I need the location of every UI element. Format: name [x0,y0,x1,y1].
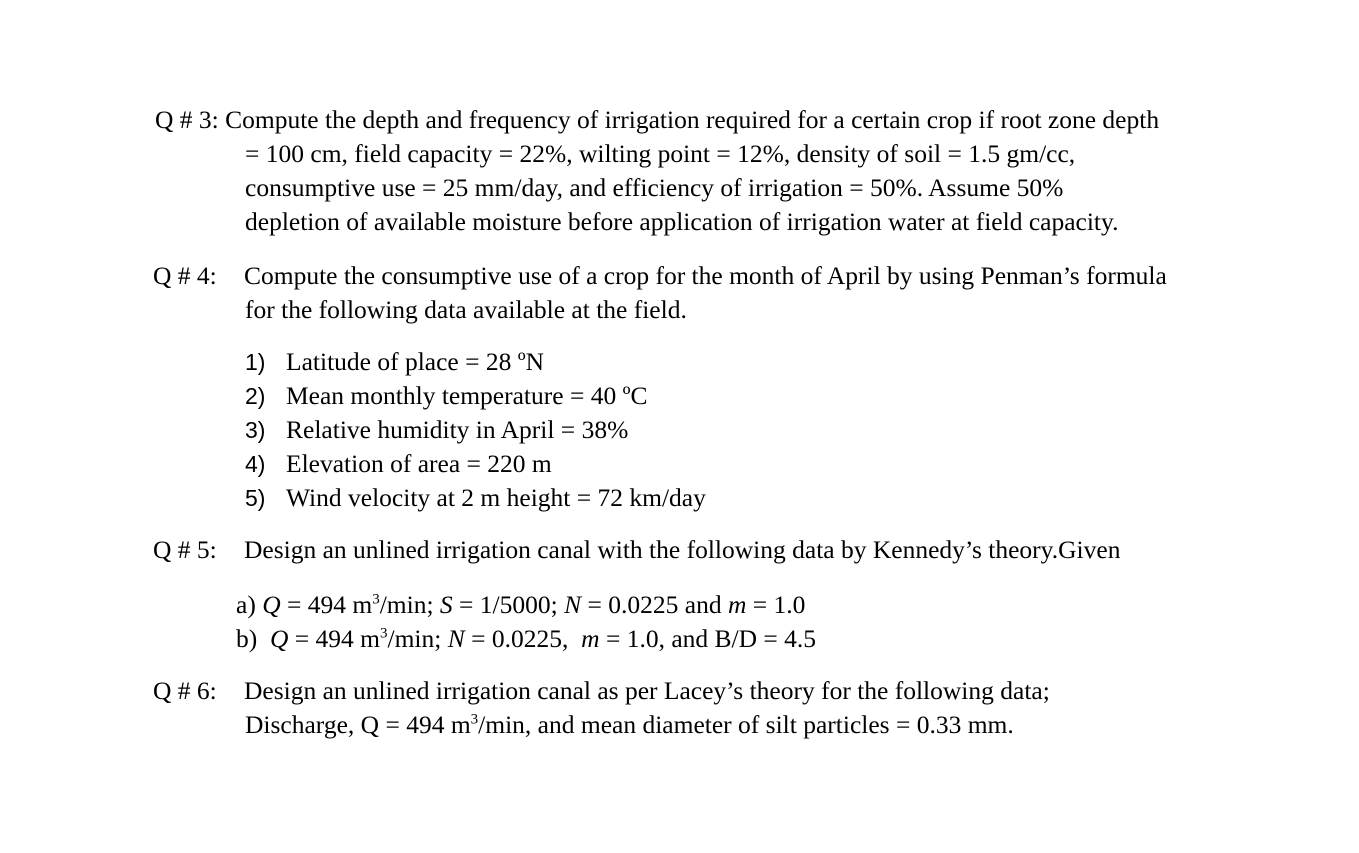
q4-item-number: 3) [245,417,266,443]
unit-text: /min; [387,624,448,653]
q5-option-a [236,588,805,622]
q4-item [245,481,706,515]
q4-item [245,413,628,447]
s-value: = 1/5000; [452,590,565,619]
q6-line-2-text: Discharge, Q = 494 m [245,710,471,739]
q-value: = 494 m [288,624,381,653]
m-value: = 1.0 [746,590,806,619]
s-symbol: S [439,590,453,619]
q-value: = 494 m [280,590,373,619]
q6-line-2 [245,708,1014,742]
m-symbol: m [581,624,600,653]
q4-item-text: Latitude of place = 28 ºN [286,347,545,376]
n-value: = 0.0225 and [581,590,728,619]
q4-line-1: Compute the consumptive use of a crop for the month of April by using Penman’s formula [244,261,1167,290]
q6-label: Q # 6: [153,676,217,705]
q-symbol: Q [262,590,281,619]
q4-item-text: Wind velocity at 2 m height = 72 km/day [286,483,706,512]
exponent: 3 [470,711,479,728]
q4-line-2: for the following data available at the field. [245,295,687,324]
q3-line-4: depletion of available moisture before application of irrigation water at field capacity. [245,207,1119,236]
q4-item-text: Relative humidity in April = 38% [286,415,629,444]
m-symbol: m [727,590,747,619]
q4-item-text: Mean monthly temperature = 40 ºC [286,381,648,410]
q6-line-2-rest: /min, and mean diameter of silt particles = 0.33 mm. [478,710,1014,739]
q4-item-text: Elevation of area = 220 m [286,449,552,478]
q4-item [245,345,544,379]
q4-label: Q # 4: [153,261,217,290]
q3-line-1: Q # 3: Compute the depth and frequency of irrigation required for a certain crop if root zone depth [155,105,1160,134]
q4-item-number: 2) [245,383,266,409]
q5-option-b [236,622,816,656]
q-symbol: Q [270,624,289,653]
q4-item-number: 1) [245,349,266,375]
n-symbol: N [447,624,465,653]
n-value: = 0.0225, [464,624,582,653]
q5-line-1: Design an unlined irrigation canal with the following data by Kennedy’s theory.Given [244,535,1121,564]
q6-line-1: Design an unlined irrigation canal as per Lacey’s theory for the following data; [244,676,1050,705]
exponent: 3 [372,591,380,608]
m-value: = 1.0, and B/D = 4.5 [599,624,817,653]
q4-item-number: 4) [245,451,266,477]
q3-line-2: = 100 cm, field capacity = 22%, wilting point = 12%, density of soil = 1.5 gm/cc, [245,139,1076,168]
unit-text: /min; [379,590,440,619]
q4-item [245,379,648,413]
q4-item-number: 5) [245,485,266,511]
q5-label: Q # 5: [153,535,217,564]
option-prefix: a) [236,590,256,619]
n-symbol: N [564,590,582,619]
exponent: 3 [380,625,388,642]
q3-line-3: consumptive use = 25 mm/day, and efficiency of irrigation = 50%. Assume 50% [245,173,1064,202]
q4-item [245,447,552,481]
option-prefix: b) [236,624,258,653]
